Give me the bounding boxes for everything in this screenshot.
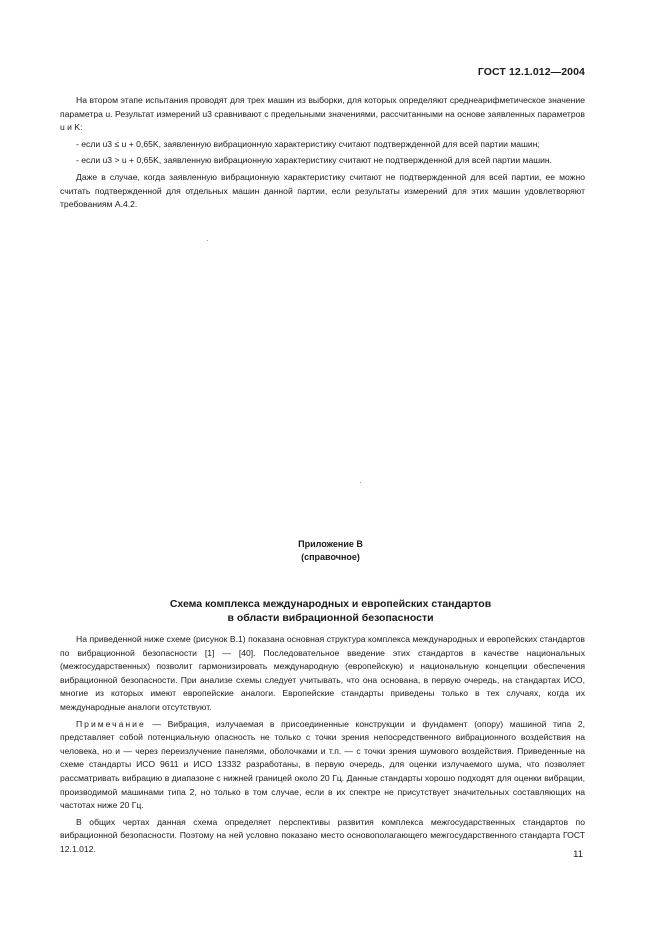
scan-speck	[207, 240, 208, 241]
section-paragraph-2: В общих чертах данная схема определяет перспективы развития комплекса межгосударственных стандартов по вибрационной безопасности. Поэтому на ней условно показано место основополагающего межгосударственного стандарта ГОСТ 12.1.012.	[60, 816, 585, 854]
section-title-line-1: Схема комплекса международных и европейских стандартов	[169, 598, 492, 610]
intro-paragraph-4: Даже в случае, когда заявленную вибрационную характеристику считают не подтвержденной для всей партии, ее можно считать подтвержденной для отдельных машин данной партии, если результаты измерений для этих машин удовлетворяют требованиям А.4.2.	[60, 171, 585, 210]
section-body	[60, 633, 585, 857]
intro-paragraph-2: - если u3 ≤ u + 0,65K, заявленную вибрационную характеристику считают подтвержденной для всей партии машин;	[76, 138, 540, 149]
appendix-kind: (справочное)	[301, 551, 360, 562]
page-number: 11	[573, 849, 583, 860]
note-text: — Вибрация, излучаемая в присоединенные конструкции и фундамент (опору) машиной типа 2, представляет собой потенциальную опасность не только с точки зрения непосредственного вибрационного воздействия на человека, но и — через переизлучение панелями, оболочками и т.п. — с точки зрения шумового воздействия. Приведенные на схеме стандарты ИСО 9611 и ИСО 13332 разработаны, в первую очередь, для оценки излучаемого шума, что позволяет рассматривать вибрацию в диапазоне с нижней границей около 20 Гц. Данные стандарты хорошо подходят для оценки вибрации, производимой машинами типа 2, но только в том случае, если в их спектре не присутствует значительных составляющих на частотах ниже 20 Гц.	[60, 718, 585, 811]
scan-speck	[360, 482, 361, 483]
intro-paragraph-3: - если u3 > u + 0,65K, заявленную вибрационную характеристику считают не подтвержденной для всей партии машин.	[76, 155, 553, 166]
section-paragraph-1: На приведенной ниже схеме (рисунок В.1) показана основная структура комплекса международных и европейских стандартов по вибрационной безопасности [1] — [40]. Последовательное введение этих стандартов в качестве национальных (межгосударственных) позволит гармонизировать международную (европейскую) и национальную концепции обеспечения вибрационной безопасности. При анализе схемы следует учитывать, что она основана, в первую очередь, на стандартах ИСО, многие из которых имеют европейские аналоги. Европейские стандарты приведены только в тех случаях, когда их международные аналоги отсутствуют.	[60, 634, 585, 712]
intro-text	[60, 94, 585, 212]
note-paragraph	[60, 718, 585, 813]
appendix-heading	[0, 538, 661, 563]
note-label: Примечание	[76, 718, 146, 729]
section-title	[0, 598, 661, 625]
document-header: ГОСТ 12.1.012—2004	[477, 66, 585, 78]
appendix-label: Приложение В	[298, 539, 363, 549]
intro-paragraph-1: На втором этапе испытания проводят для трех машин из выборки, для которых определяют среднеарифметическое значение параметра u. Результат измерений u3 сравнивают с предельными значениями, рассчитанными на основе заявленных параметров u и K:	[60, 95, 585, 133]
section-title-line-2: в области вибрационной безопасности	[227, 611, 434, 624]
